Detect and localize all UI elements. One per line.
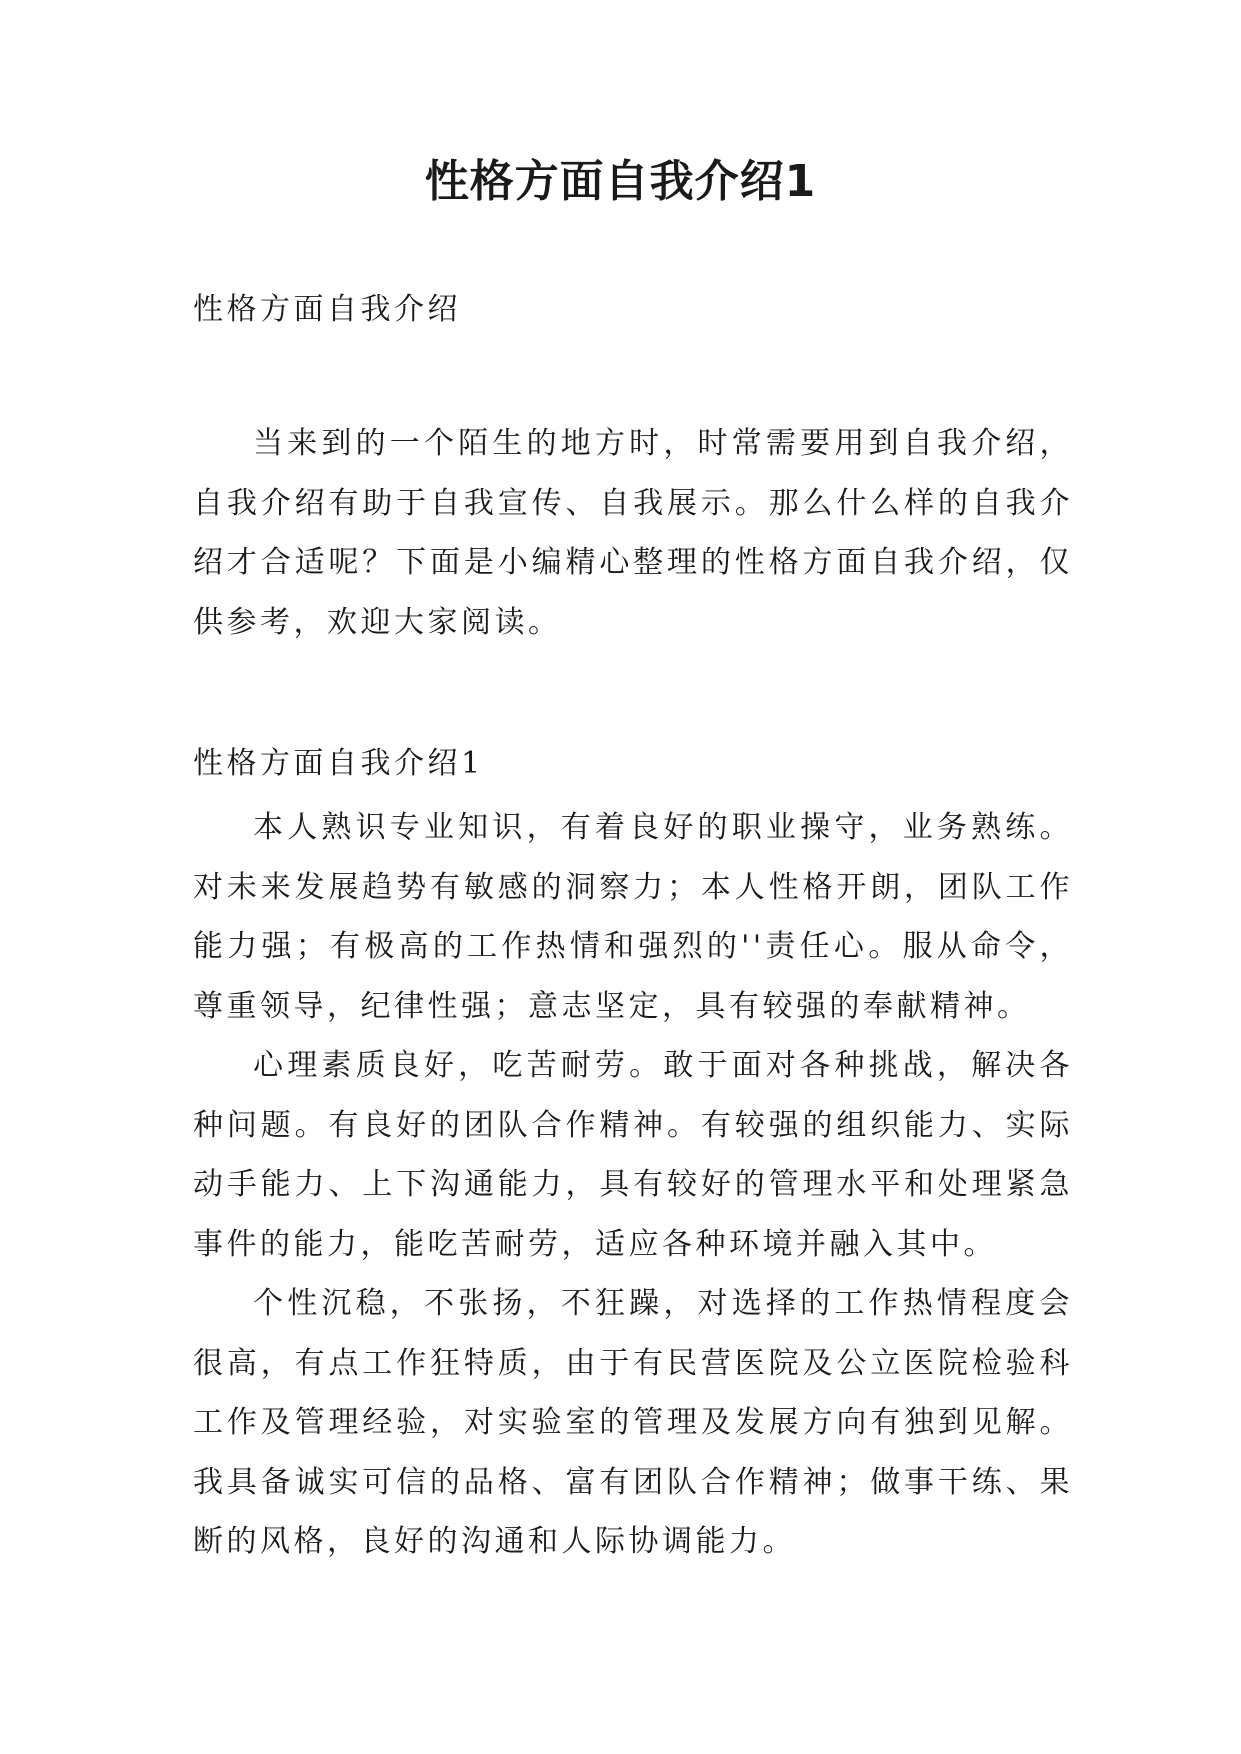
section-paragraph-1: 本人熟识专业知识，有着良好的职业操守，业务熟练。对未来发展趋势有敏感的洞察力；本人性格开朗，团队工作能力强；有极高的工作热情和强烈的''责任心。服从命令，尊重领导，纪律性强；意志坚定，具有较强的奉献精神。: [193, 810, 1073, 1024]
section-paragraph-2: 心理素质良好，吃苦耐劳。敢于面对各种挑战，解决各种问题。有良好的团队合作精神。有较强的组织能力、实际动手能力、上下沟通能力，具有较好的管理水平和处理紧急事件的能力，能吃苦耐劳，适应各种环境并融入其中。: [193, 1048, 1073, 1262]
spacer: [193, 330, 1073, 414]
spacer: [193, 652, 1073, 744]
section-paragraph-3: 个性沉稳，不张扬，不狂躁，对选择的工作热情程度会很高，有点工作狂特质，由于有民营医院及公立医院检验科工作及管理经验，对实验室的管理及发展方向有独到见解。我具备诚实可信的品格、富有团队合作精神；做事干练、果断的风格，良好的沟通和人际协调能力。: [193, 1286, 1073, 1559]
spacer: [193, 784, 1073, 798]
document-body: [193, 290, 1073, 1572]
section-heading: 性格方面自我介绍1: [193, 746, 484, 781]
document-title: 性格方面自我介绍1: [424, 156, 817, 207]
intro-heading: 性格方面自我介绍: [193, 292, 461, 327]
intro-paragraph: 当来到的一个陌生的地方时，时常需要用到自我介绍，自我介绍有助于自我宣传、自我展示。那么什么样的自我介绍才合适呢？下面是小编精心整理的性格方面自我介绍，仅供参考，欢迎大家阅读。: [193, 426, 1073, 640]
